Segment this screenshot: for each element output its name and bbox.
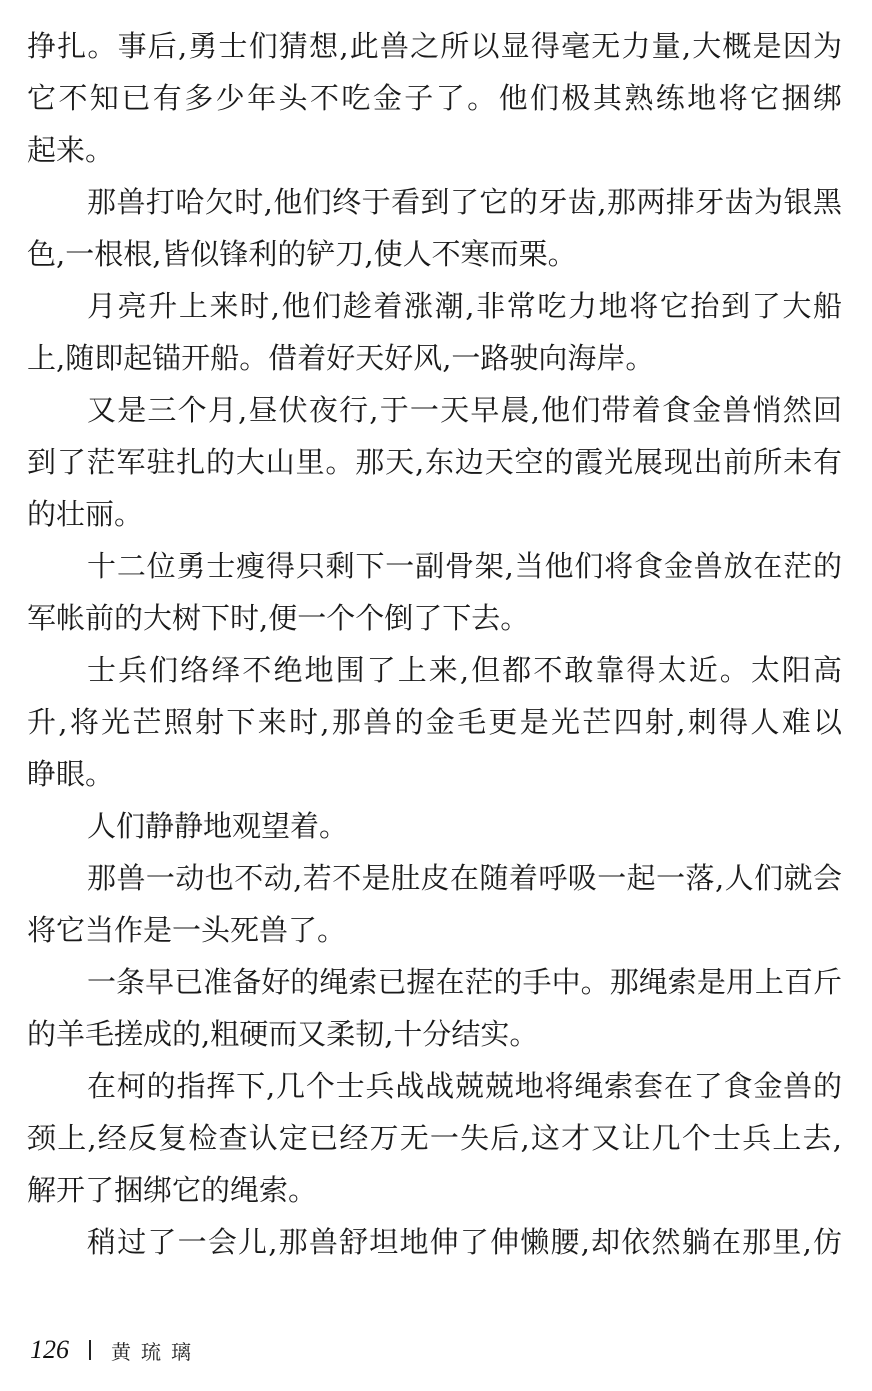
- text-line: 将它当作是一头死兽了。: [27, 913, 347, 947]
- paragraph-start-line: 士兵们络绎不绝地围了上来,但都不敢靠得太近。太阳高: [87, 653, 842, 687]
- paragraph-start-line: 月亮升上来时,他们趁着涨潮,非常吃力地将它抬到了大船: [87, 289, 842, 323]
- paragraph-start-line: 在柯的指挥下,几个士兵战战兢兢地将绳索套在了食金兽的: [87, 1069, 842, 1103]
- text-line: 升,将光芒照射下来时,那兽的金毛更是光芒四射,刺得人难以: [27, 705, 842, 739]
- paragraph-start-line: 那兽一动也不动,若不是肚皮在随着呼吸一起一落,人们就会: [87, 861, 842, 895]
- text-line: 挣扎。事后,勇士们猜想,此兽之所以显得毫无力量,大概是因为: [27, 29, 842, 63]
- page-body: [27, 20, 842, 1268]
- page-number: 126: [30, 1335, 69, 1364]
- text-line: 上,随即起锚开船。借着好天好风,一路驶向海岸。: [27, 341, 655, 375]
- footer-divider: [89, 1340, 91, 1360]
- text-line: 军帐前的大树下时,便一个个倒了下去。: [27, 601, 530, 635]
- paragraph-start-line: 稍过了一会儿,那兽舒坦地伸了伸懒腰,却依然躺在那里,仿: [87, 1225, 842, 1259]
- text-line: 的羊毛搓成的,粗硬而又柔韧,十分结实。: [27, 1017, 539, 1051]
- text-line: 起来。: [27, 133, 115, 167]
- text-line: 颈上,经反复检查认定已经万无一失后,这才又让几个士兵上去,: [27, 1121, 842, 1155]
- text-line: 到了茫军驻扎的大山里。那天,东边天空的霞光展现出前所未有: [27, 445, 842, 479]
- paragraph-start-line: 十二位勇士瘦得只剩下一副骨架,当他们将食金兽放在茫的: [87, 549, 842, 583]
- paragraph-start-line: 一条早已准备好的绳索已握在茫的手中。那绳索是用上百斤: [87, 965, 842, 999]
- text-line: 色,一根根,皆似锋利的铲刀,使人不寒而栗。: [27, 237, 577, 271]
- text-line: 睁眼。: [27, 757, 115, 791]
- page-footer: [30, 1330, 201, 1370]
- text-line: 的壮丽。: [27, 497, 144, 531]
- book-title: 黄琉璃: [111, 1339, 201, 1364]
- text-line: 它不知已有多少年头不吃金子了。他们极其熟练地将它捆绑: [27, 81, 842, 115]
- paragraph-start-line: 人们静静地观望着。: [87, 809, 349, 843]
- paragraph-start-line: 又是三个月,昼伏夜行,于一天早晨,他们带着食金兽悄然回: [87, 393, 842, 427]
- text-line: 解开了捆绑它的绳索。: [27, 1173, 318, 1207]
- paragraph-start-line: 那兽打哈欠时,他们终于看到了它的牙齿,那两排牙齿为银黑: [87, 185, 842, 219]
